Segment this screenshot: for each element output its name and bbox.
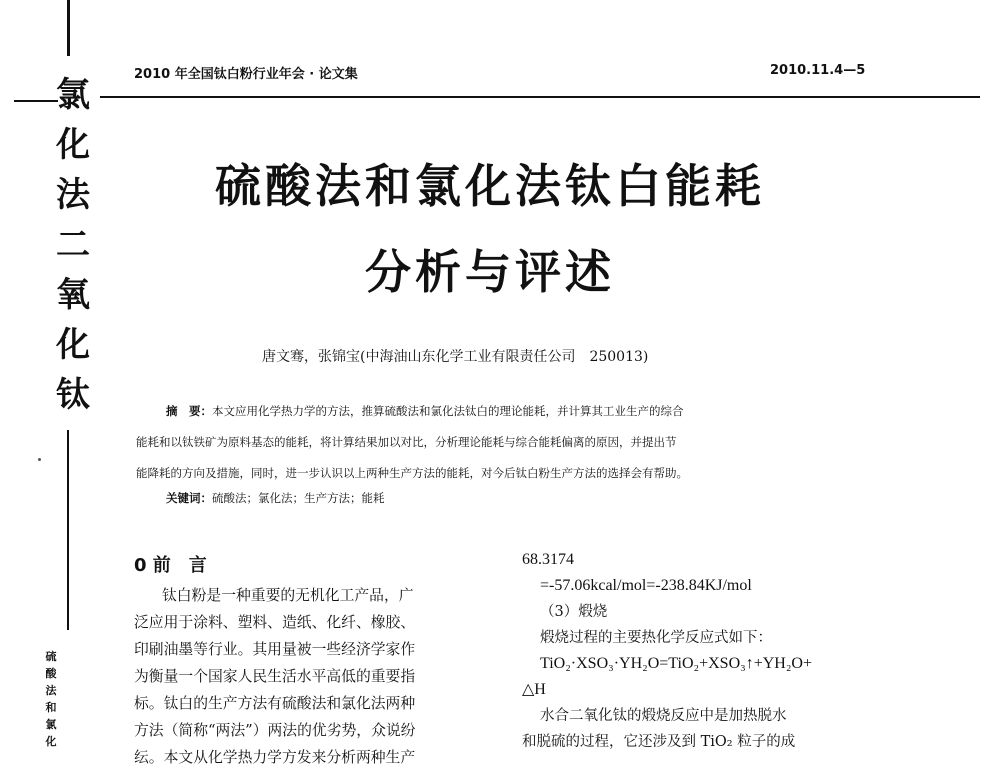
body-line: 为衡量一个国家人民生活水平高低的重要指 xyxy=(134,668,416,685)
keywords-text: 硫酸法；氯化法；生产方法；能耗 xyxy=(212,491,385,505)
abstract-line: 能耗和以钛铁矿为原料基态的能耗，将计算结果加以对比，分析理论能耗与综合能耗偏离的原因，并提出节 xyxy=(136,435,677,449)
body-line: 水合二氧化钛的煅烧反应中是加热脱水 xyxy=(540,708,787,724)
abstract-line xyxy=(136,396,866,427)
body-line: 印刷油墨等行业。其用量被一些经济学家作 xyxy=(134,641,416,658)
side-banner-title xyxy=(48,70,98,420)
side-banner-char: 氯 xyxy=(56,75,90,115)
side-banner-char: 二 xyxy=(56,225,90,265)
body-line: 煅烧过程的主要热化学反应式如下： xyxy=(540,630,772,646)
keywords-label: 关键词： xyxy=(166,491,212,505)
body-line: 纭。本文从化学热力学方发来分析两种生产 xyxy=(134,749,416,766)
side-running-char: 和 xyxy=(45,701,57,714)
side-running-char: 酸 xyxy=(45,667,57,680)
chemical-equation: TiO₂·XSO₃·YH₂O=TiO₂+XSO₃↑+YH₂O+ xyxy=(540,655,812,672)
body-line: 标。钛白的生产方法有硫酸法和氯化法两种 xyxy=(134,695,416,712)
body-line: 泛应用于涂料、塑料、造纸、化纤、橡胶、 xyxy=(134,614,416,631)
body-column-left xyxy=(134,582,486,771)
equation-continuation: △H xyxy=(522,681,546,698)
journal-header: 2010 年全国钛白粉行业年会 · 论文集 xyxy=(134,67,358,82)
speck xyxy=(38,458,41,461)
paper-title-line-2: 分析与评述 xyxy=(365,245,615,299)
keywords xyxy=(166,490,385,506)
subsection-heading: （3）煅烧 xyxy=(540,604,608,620)
side-banner-char: 钛 xyxy=(56,375,90,415)
abstract-text: 本文应用化学热力学的方法，推算硫酸法和氯化法钛白的理论能耗，并计算其工业生产的综合 xyxy=(212,404,684,418)
side-banner-top-rule xyxy=(67,0,70,56)
side-running-char: 化 xyxy=(45,735,57,748)
abstract-line: 能降耗的方向及措施，同时，进一步认识以上两种生产方法的能耗，对今后钛白粉生产方法的选择会有帮助。 xyxy=(136,466,688,480)
abstract-label: 摘 要： xyxy=(166,404,212,418)
body-line: 方法（简称“两法”）两法的优劣势，众说纷 xyxy=(134,722,416,739)
side-banner-bottom-rule xyxy=(67,430,69,630)
body-line: 钛白粉是一种重要的无机化工产品，广 xyxy=(162,587,414,604)
section-heading: 0 前 言 xyxy=(134,555,207,576)
header-date: 2010.11.4—5 xyxy=(770,63,866,78)
side-running-title xyxy=(38,648,64,750)
side-banner-char: 法 xyxy=(56,175,90,215)
equation-value: 68.3174 xyxy=(522,551,574,568)
body-column-right xyxy=(522,547,892,755)
equation-result: =-57.06kcal/mol=-238.84KJ/mol xyxy=(540,577,752,594)
paper-title-line-1: 硫酸法和氯化法钛白能耗 xyxy=(215,159,765,213)
side-banner-char: 化 xyxy=(56,325,90,365)
author-line: 唐文骞，张锦宝(中海油山东化学工业有限责任公司 250013) xyxy=(262,349,649,365)
side-banner-char: 化 xyxy=(56,125,90,165)
side-running-char: 法 xyxy=(45,684,57,697)
body-line: 和脱硫的过程，它还涉及到 TiO₂ 粒子的成 xyxy=(522,734,796,750)
side-banner-char: 氧 xyxy=(56,275,90,315)
header-rule xyxy=(100,96,980,98)
side-running-char: 硫 xyxy=(45,650,57,663)
side-running-char: 氯 xyxy=(45,718,57,731)
abstract xyxy=(136,396,866,489)
